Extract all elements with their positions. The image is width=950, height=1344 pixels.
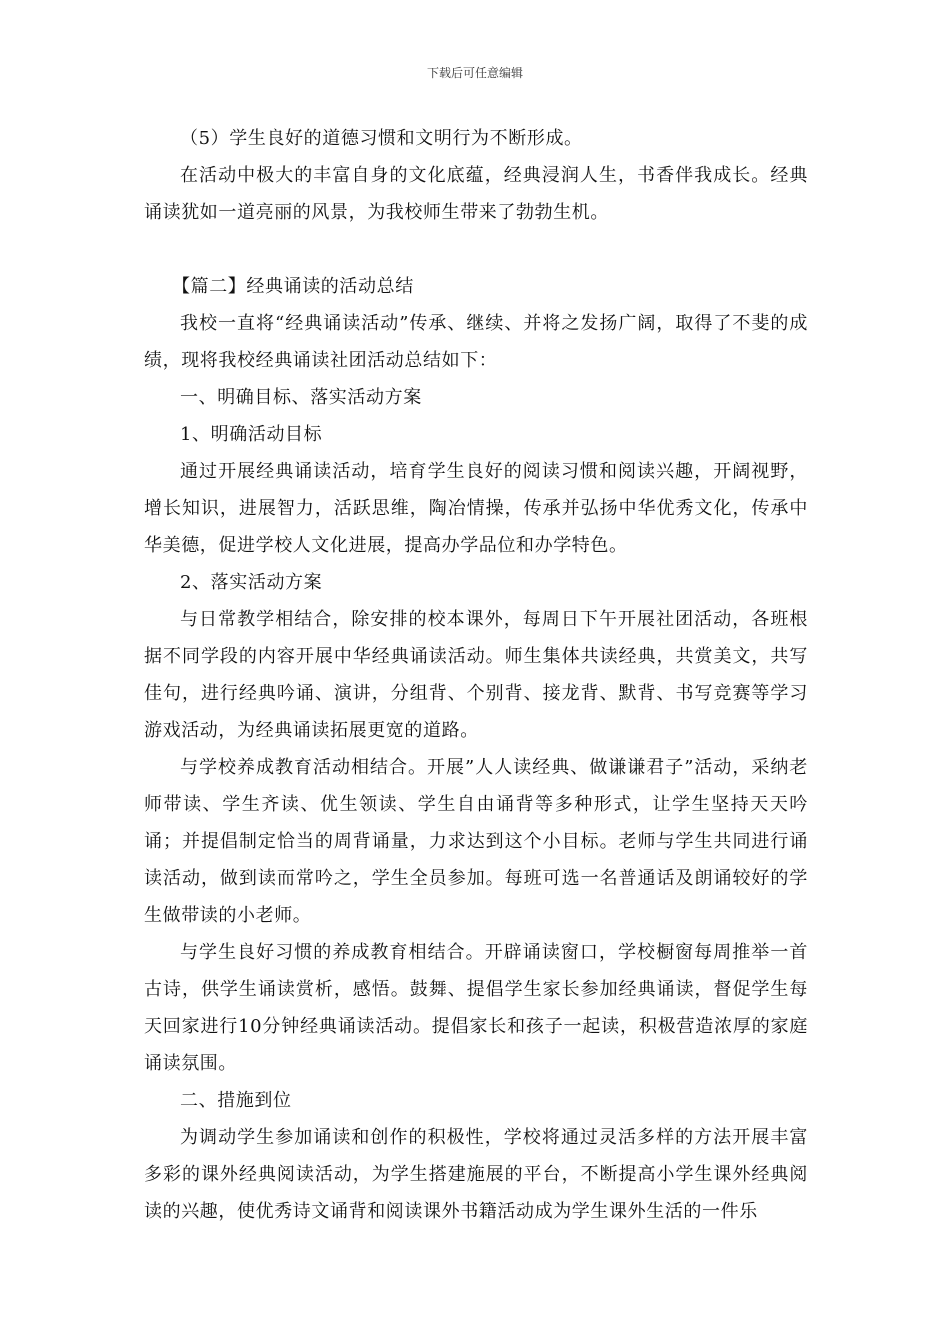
paragraph-summary: 在活动中极大的丰富自身的文化底蕴，经典浸润人生，书香伴我成长。经典诵读犹如一道亮丽的风景，为我校师生带来了勃勃生机。	[144, 165, 808, 223]
paragraph-education: 与学校养成教育活动相结合。开展”人人读经典、做谦谦君子”活动，采纳老师带读、学生齐读、优生领读、学生自由诵背等多种形式，让学生坚持天天吟诵；并提倡制定恰当的周背诵量，力求达到这个小目标。老师与学生共同进行诵读活动，做到读而常吟之，学生全员参加。每班可选一名普通话及朗诵较好的学生做带读的小老师。	[144, 757, 808, 926]
document-body	[144, 120, 808, 1230]
blank-line	[144, 231, 808, 268]
heading-level-1-goals: 一、明确目标、落实活动方案	[180, 387, 422, 408]
paragraph-point-5: （5）学生良好的道德习惯和文明行为不断形成。	[180, 128, 583, 149]
heading-level-2-goals: 1、明确活动目标	[180, 424, 323, 445]
heading-level-2-plan: 2、落实活动方案	[180, 572, 323, 593]
paragraph-intro: 我校一直将“经典诵读活动”传承、继续、并将之发扬广阔，取得了不斐的成绩，现将我校经典诵读社团活动总结如下：	[144, 313, 808, 371]
section-title: 【篇二】经典诵读的活动总结	[172, 276, 414, 297]
paragraph-teaching: 与日常教学相结合，除安排的校本课外，每周日下午开展社团活动，各班根据不同学段的内容开展中华经典诵读活动。师生集体共读经典，共赏美文，共写佳句，进行经典吟诵、演讲，分组背、个别背、接龙背、默背、书写竞赛等学习游戏活动，为经典诵读拓展更宽的道路。	[144, 609, 808, 741]
paragraph-habits: 与学生良好习惯的养成教育相结合。开辟诵读窗口，学校橱窗每周推举一首古诗，供学生诵读赏析，感悟。鼓舞、提倡学生家长参加经典诵读，督促学生每天回家进行10分钟经典诵读活动。提倡家长和孩子一起读，积极营造浓厚的家庭诵读氛围。	[144, 942, 808, 1074]
paragraph-goals: 通过开展经典诵读活动，培育学生良好的阅读习惯和阅读兴趣，开阔视野，增长知识，进展智力，活跃思维，陶冶情操，传承并弘扬中华优秀文化，传承中华美德，促进学校人文化进展，提高办学品位和办学特色。	[144, 461, 808, 556]
heading-level-1-measures: 二、措施到位	[180, 1090, 292, 1111]
page-header: 下载后可任意编辑	[426, 66, 523, 80]
paragraph-measures: 为调动学生参加诵读和创作的积极性，学校将通过灵活多样的方法开展丰富多彩的课外经典阅读活动，为学生搭建施展的平台，不断提高小学生课外经典阅读的兴趣，使优秀诗文诵背和阅读课外书籍活动成为学生课外生活的一件乐	[144, 1127, 808, 1222]
